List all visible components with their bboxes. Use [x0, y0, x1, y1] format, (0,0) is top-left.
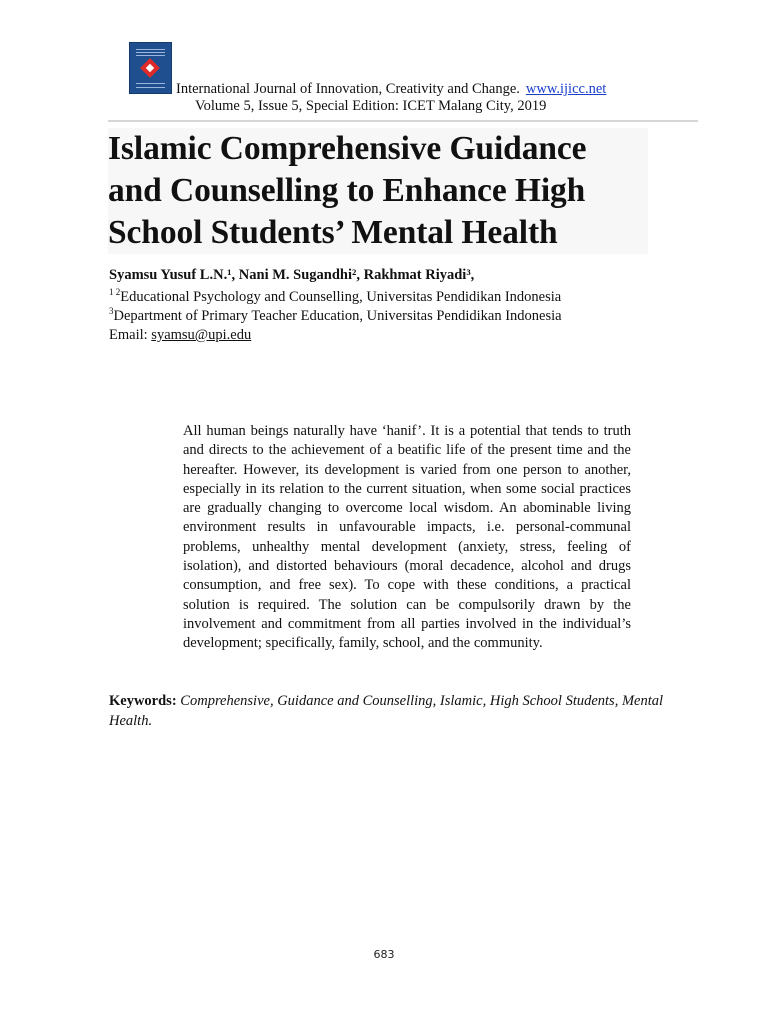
logo-text-line [136, 52, 165, 53]
email-label: Email: [109, 327, 152, 343]
logo-diamond-icon [140, 58, 160, 78]
affiliation-2 [109, 306, 562, 325]
affiliation-text: Educational Psychology and Counselling, Universitas Pendidikan Indonesia [120, 288, 562, 305]
journal-header [176, 81, 606, 98]
logo-text-line [136, 55, 165, 56]
affiliation-mark: 3 [109, 306, 114, 316]
journal-logo [129, 42, 172, 94]
email-line [109, 327, 251, 344]
paper-title: Islamic Comprehensive Guidance and Counselling to Enhance High School Students’ Mental Health [108, 128, 648, 254]
author-list: Syamsu Yusuf L.N.¹, Nani M. Sugandhi², Rakhmat Riyadi³, [109, 267, 475, 283]
logo-text-line [136, 83, 165, 84]
journal-url-link[interactable]: www.ijicc.net [525, 81, 607, 97]
volume-info: Volume 5, Issue 5, Special Edition: ICET Malang City, 2019 [195, 98, 547, 114]
page-number: 683 [373, 948, 395, 961]
keywords-line [109, 692, 669, 731]
journal-name: International Journal of Innovation, Creativity and Change. [176, 81, 520, 97]
logo-text-line [136, 87, 165, 88]
affiliation-1 [109, 287, 561, 306]
keywords-text: Comprehensive, Guidance and Counselling, Islamic, High School Students, Mental Health. [109, 693, 664, 729]
header-divider [108, 120, 698, 122]
logo-text-line [136, 49, 165, 50]
email-link[interactable]: syamsu@upi.edu [151, 327, 252, 343]
keywords-label: Keywords: [109, 693, 177, 709]
affiliation-mark: 1 2 [109, 287, 121, 297]
abstract-text: All human beings naturally have ‘hanif’. It is a potential that tends to truth and directs to the achievement of a beatific life of the present time and the hereafter. However, its development is varied from one person to another, especially in its relation to the current situation, when some social practices are gradually changing to overcome local wisdom. An abominable living environment results in unfavourable impacts, i.e. personal-communal problems, unhealthy mental development (anxiety, stress, feeling of isolation), and distorted behaviours (moral decadence, alcohol and drugs consumption, and free sex). To cope with these conditions, a practical solution is required. The solution can be compulsorily drawn by the involvement and commitment from all parties involved in the individual’s development; specifically, family, school, and the community. [183, 423, 631, 652]
affiliation-text: Department of Primary Teacher Education, Universitas Pendidikan Indonesia [113, 307, 562, 324]
